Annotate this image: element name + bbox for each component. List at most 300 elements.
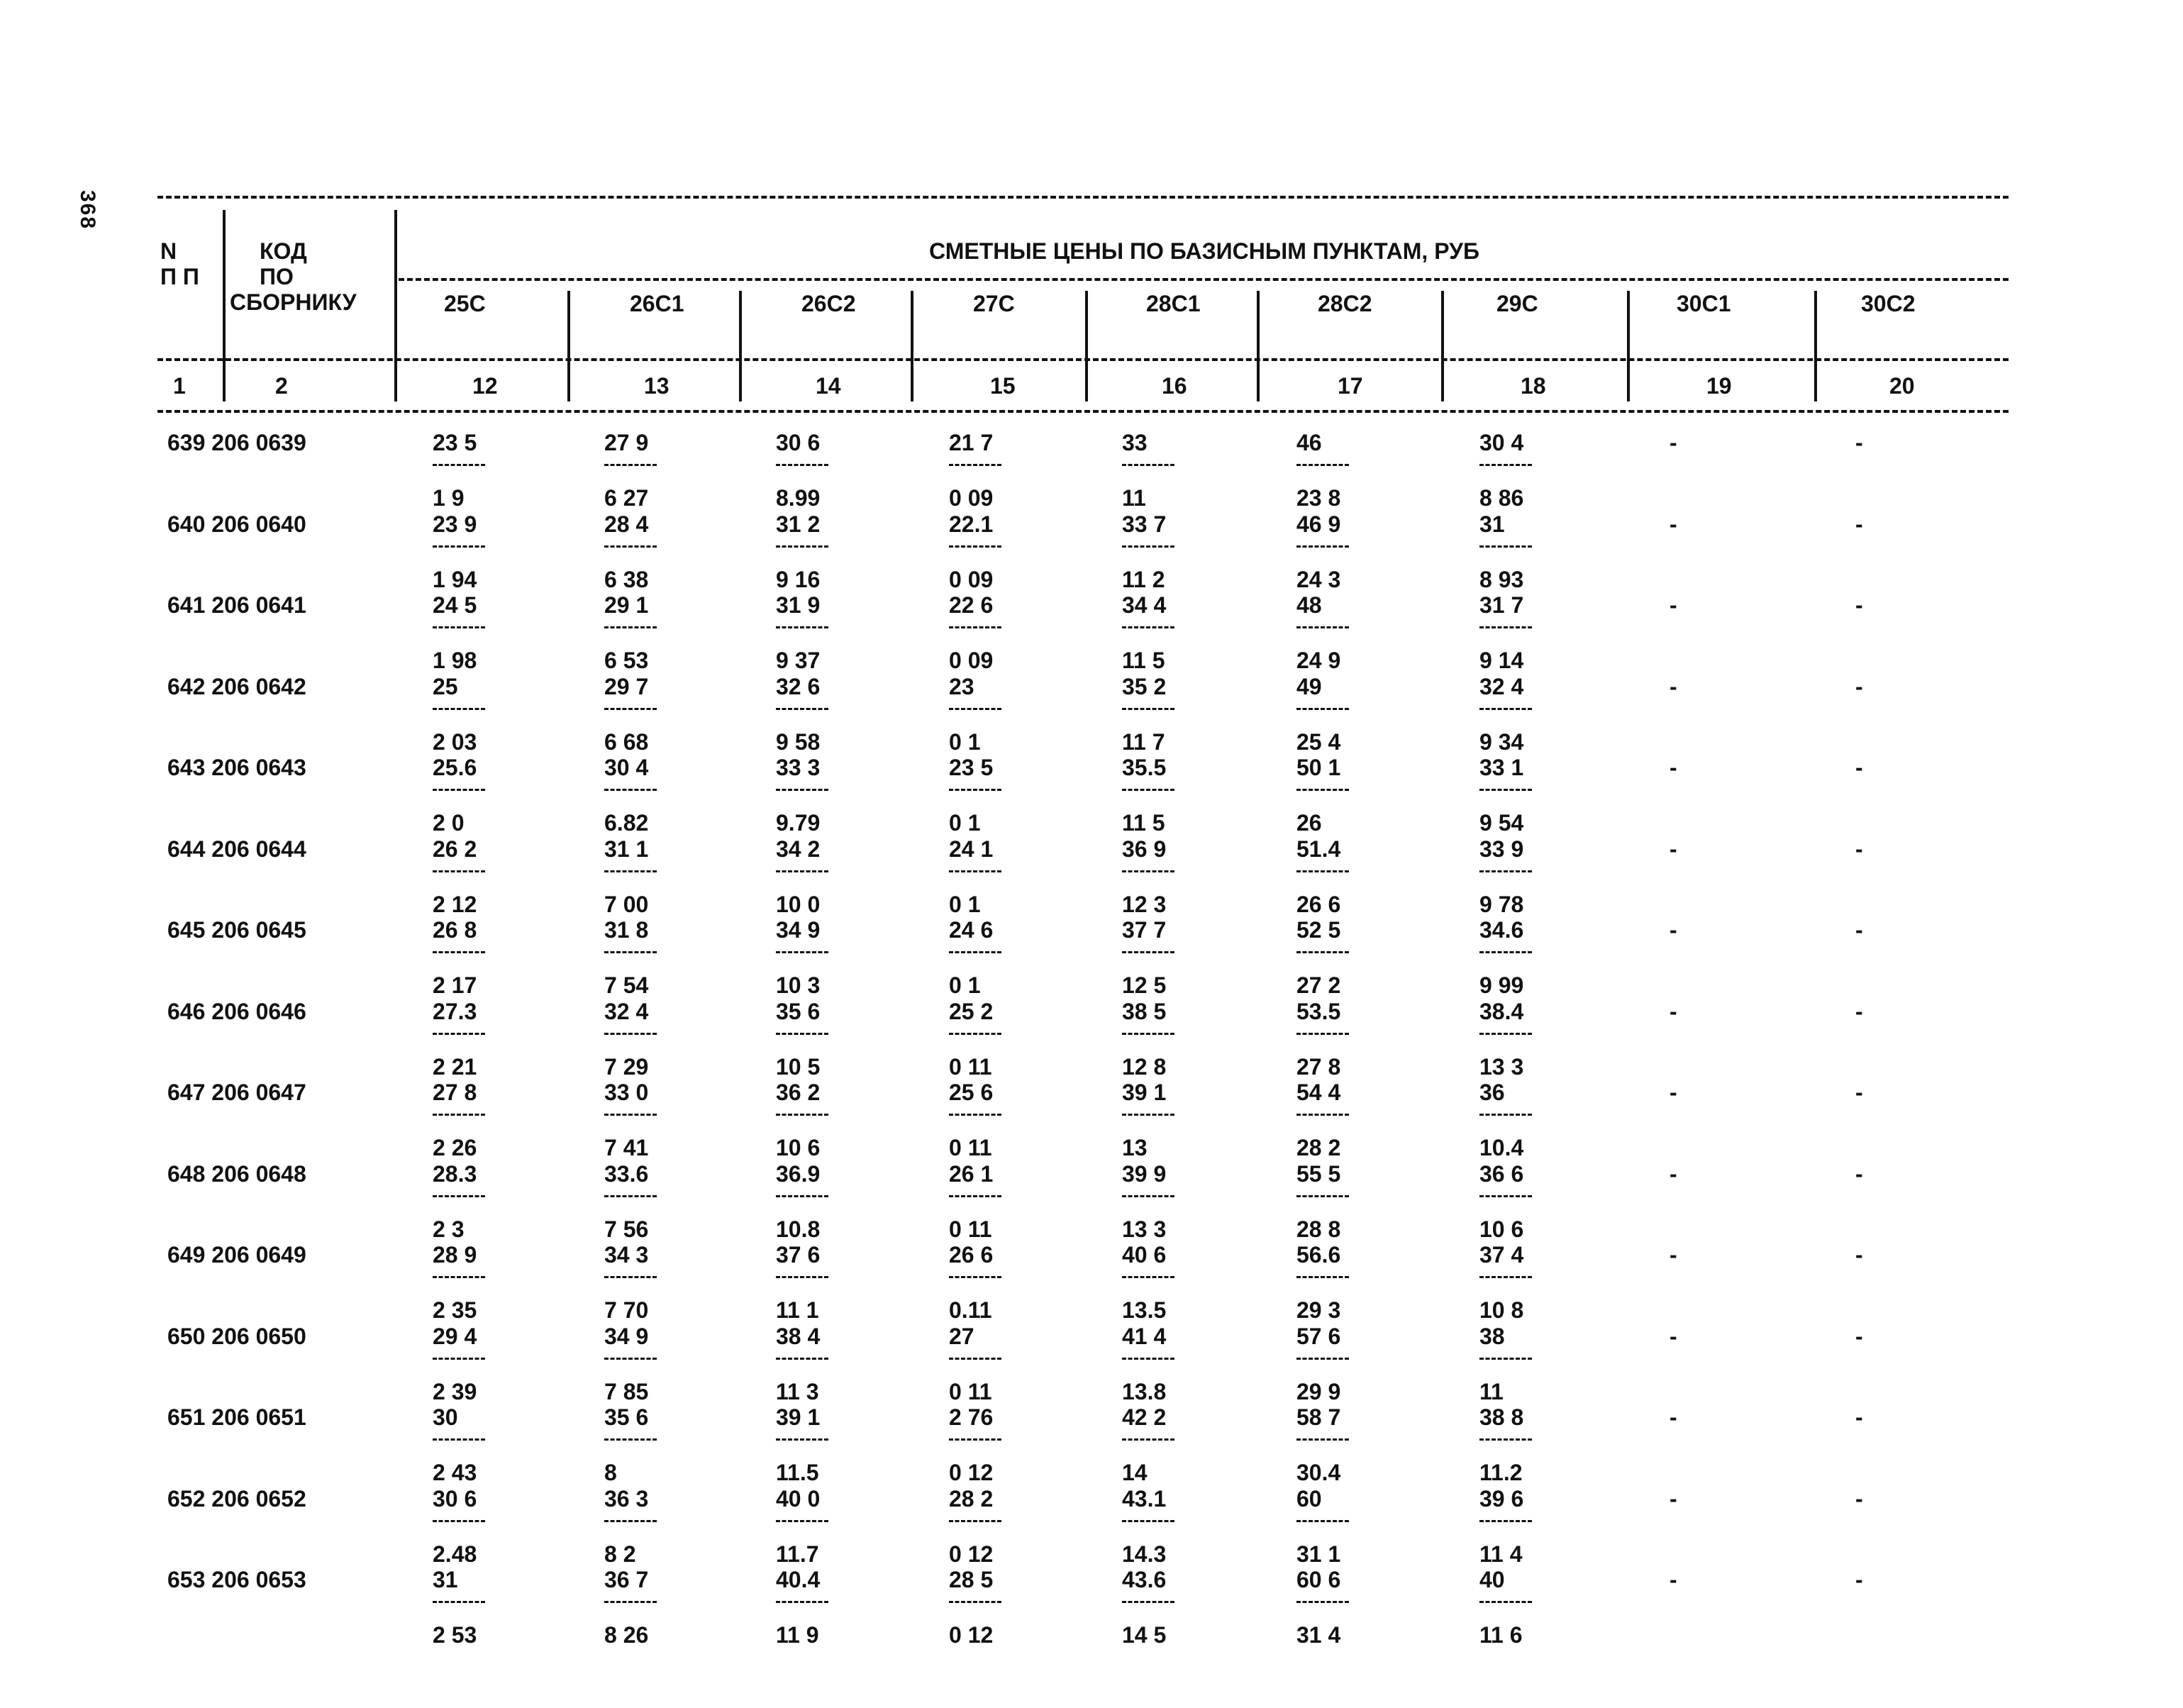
price-transport: 29 9: [1296, 1379, 1341, 1404]
price-transport: 1 94: [433, 567, 477, 592]
price-main: 26 8: [433, 917, 477, 943]
fraction-rule: [949, 1033, 1001, 1035]
price-main: 43.1: [1122, 1486, 1167, 1512]
row-code: 639 206 0639: [167, 430, 306, 455]
price-main: 51.4: [1296, 836, 1341, 862]
fraction-rule: [1122, 708, 1174, 710]
price-transport: 9.79: [776, 810, 821, 836]
header-pp: П П: [160, 264, 199, 289]
fraction-rule: [604, 1358, 657, 1360]
fraction-rule: [604, 789, 657, 791]
header-divider: [911, 291, 913, 401]
header-num: 2: [275, 373, 288, 399]
price-transport: 11.7: [776, 1541, 819, 1567]
empty-dash-20: -: [1855, 1324, 1863, 1349]
price-transport: 11: [1479, 1379, 1504, 1404]
fraction-rule: [949, 870, 1001, 872]
price-main: 25 6: [949, 1080, 994, 1105]
price-main: 36 9: [1122, 836, 1167, 862]
price-main: 52 5: [1296, 917, 1341, 943]
fraction-rule: [433, 789, 485, 791]
price-transport: 7 56: [604, 1216, 649, 1242]
fraction-rule: [949, 626, 1001, 628]
empty-dash-19: -: [1670, 674, 1677, 699]
fraction-rule: [1479, 1358, 1532, 1360]
price-main: 33.6: [604, 1161, 649, 1187]
price-main: 35.5: [1122, 755, 1167, 780]
price-transport: 11 3: [776, 1379, 819, 1404]
header-n: N: [160, 238, 177, 264]
price-transport: 25 4: [1296, 729, 1341, 755]
fraction-rule: [1296, 708, 1349, 710]
price-main: 32 6: [776, 674, 821, 699]
fraction-rule: [604, 464, 657, 466]
empty-dash-20: -: [1855, 1080, 1863, 1105]
price-transport: 8 86: [1479, 485, 1524, 511]
price-main: 29 7: [604, 674, 649, 699]
header-divider: [1627, 291, 1630, 401]
price-main: 31: [1479, 511, 1505, 537]
header-num: 17: [1338, 373, 1363, 399]
fraction-rule: [1479, 1276, 1532, 1278]
price-transport: 2 21: [433, 1054, 477, 1080]
price-main: 39 1: [1122, 1080, 1167, 1105]
price-transport: 9 16: [776, 567, 821, 592]
price-main: 60 6: [1296, 1567, 1341, 1592]
price-transport: 9 37: [776, 648, 821, 673]
fraction-rule: [776, 1520, 828, 1522]
price-transport: 11 9: [776, 1622, 819, 1648]
header-col-26c1: 26С1: [630, 291, 684, 316]
fraction-rule: [1122, 870, 1174, 872]
row-code: 642 206 0642: [167, 674, 306, 699]
price-main: 31 9: [776, 592, 821, 618]
price-transport: 24 9: [1296, 648, 1341, 673]
price-main: 39 1: [776, 1404, 821, 1430]
price-main: 38 8: [1479, 1404, 1524, 1430]
price-main: 35 6: [776, 999, 821, 1024]
price-transport: 0 09: [949, 648, 994, 673]
price-transport: 8 2: [604, 1541, 636, 1567]
price-transport: 0 09: [949, 485, 994, 511]
header-group-rule: [399, 278, 2009, 281]
fraction-rule: [604, 1033, 657, 1035]
price-main: 27 8: [433, 1080, 477, 1105]
price-transport: 2 0: [433, 810, 465, 836]
price-transport: 11 1: [776, 1297, 819, 1323]
fraction-rule: [1122, 789, 1174, 791]
price-main: 46: [1296, 430, 1322, 455]
header-num: 20: [1889, 373, 1915, 399]
fraction-rule: [1122, 1358, 1174, 1360]
price-main: 24 1: [949, 836, 994, 862]
price-transport: 8.99: [776, 485, 821, 511]
fraction-rule: [433, 1601, 485, 1603]
fraction-rule: [776, 951, 828, 953]
price-main: 29 4: [433, 1324, 477, 1349]
price-main: 49: [1296, 674, 1322, 699]
price-transport: 0 12: [949, 1460, 994, 1485]
price-main: 28 2: [949, 1486, 994, 1512]
row-code: 649 206 0649: [167, 1242, 306, 1268]
price-main: 23 9: [433, 511, 477, 537]
header-col-29c: 29С: [1496, 291, 1538, 316]
fraction-rule: [433, 1195, 485, 1197]
price-transport: 12 3: [1122, 892, 1167, 917]
row-code: 646 206 0646: [167, 999, 306, 1024]
price-main: 28.3: [433, 1161, 477, 1187]
fraction-rule: [776, 464, 828, 466]
row-code: 648 206 0648: [167, 1161, 306, 1187]
fraction-rule: [433, 1358, 485, 1360]
empty-dash-19: -: [1670, 836, 1677, 862]
row-code: 640 206 0640: [167, 511, 306, 537]
price-main: 24 6: [949, 917, 994, 943]
empty-dash-20: -: [1855, 836, 1863, 862]
price-main: 42 2: [1122, 1404, 1167, 1430]
price-main: 50 1: [1296, 755, 1341, 780]
price-transport: 8: [604, 1460, 617, 1485]
fraction-rule: [433, 1033, 485, 1035]
fraction-rule: [1122, 1601, 1174, 1603]
price-main: 23: [949, 674, 974, 699]
price-main: 22.1: [949, 511, 994, 537]
fraction-rule: [776, 1195, 828, 1197]
price-main: 27.3: [433, 999, 477, 1024]
price-transport: 10.4: [1479, 1135, 1524, 1160]
price-transport: 6 68: [604, 729, 649, 755]
price-transport: 0 11: [949, 1054, 992, 1080]
price-main: 24 5: [433, 592, 477, 618]
price-main: 36 7: [604, 1567, 649, 1592]
empty-dash-19: -: [1670, 1404, 1677, 1430]
price-transport: 13: [1122, 1135, 1148, 1160]
price-main: 30: [433, 1404, 458, 1430]
fraction-rule: [1479, 1033, 1532, 1035]
price-main: 39 6: [1479, 1486, 1524, 1512]
price-main: 25: [433, 674, 458, 699]
fraction-rule: [1122, 1438, 1174, 1441]
empty-dash-19: -: [1670, 917, 1677, 943]
fraction-rule: [1296, 464, 1349, 466]
price-transport: 10 6: [776, 1135, 821, 1160]
header-num: 13: [644, 373, 670, 399]
row-code: 651 206 0651: [167, 1404, 306, 1430]
price-main: 38: [1479, 1324, 1505, 1349]
header-num: 16: [1162, 373, 1187, 399]
fraction-rule: [1296, 951, 1349, 953]
empty-dash-20: -: [1855, 917, 1863, 943]
fraction-rule: [604, 951, 657, 953]
empty-dash-20: -: [1855, 674, 1863, 699]
header-divider: [1257, 291, 1260, 401]
price-main: 48: [1296, 592, 1322, 618]
fraction-rule: [604, 545, 657, 548]
price-main: 40 0: [776, 1486, 821, 1512]
empty-dash-20: -: [1855, 430, 1863, 455]
price-transport: 8 93: [1479, 567, 1524, 592]
empty-dash-19: -: [1670, 592, 1677, 618]
header-num: 1: [173, 373, 186, 399]
fraction-rule: [604, 1195, 657, 1197]
header-mid-rule: [157, 358, 2009, 361]
price-transport: 12 5: [1122, 972, 1167, 998]
empty-dash-20: -: [1855, 592, 1863, 618]
fraction-rule: [1296, 1520, 1349, 1522]
fraction-rule: [1122, 626, 1174, 628]
price-main: 29 1: [604, 592, 649, 618]
price-main: 36 3: [604, 1486, 649, 1512]
fraction-rule: [604, 626, 657, 628]
header-top-rule: [157, 196, 2009, 199]
price-transport: 14 5: [1122, 1622, 1167, 1648]
header-divider: [1085, 291, 1088, 401]
price-transport: 11.2: [1479, 1460, 1523, 1485]
fraction-rule: [776, 1601, 828, 1603]
price-transport: 2 39: [433, 1379, 477, 1404]
header-num: 14: [816, 373, 841, 399]
price-transport: 2 3: [433, 1216, 465, 1242]
fraction-rule: [1479, 951, 1532, 953]
price-transport: 27 2: [1296, 972, 1341, 998]
price-transport: 11: [1122, 485, 1146, 511]
row-code: 653 206 0653: [167, 1567, 306, 1592]
fraction-rule: [949, 708, 1001, 710]
price-transport: 11 4: [1479, 1541, 1523, 1567]
price-main: 28 4: [604, 511, 649, 537]
price-main: 32 4: [1479, 674, 1524, 699]
fraction-rule: [776, 545, 828, 548]
header-code: КОД: [260, 238, 307, 264]
price-transport: 24 3: [1296, 567, 1341, 592]
fraction-rule: [776, 1438, 828, 1441]
price-main: 36 2: [776, 1080, 821, 1105]
header-col-26c2: 26С2: [801, 291, 856, 316]
price-transport: 0 1: [949, 892, 981, 917]
price-main: 2 76: [949, 1404, 994, 1430]
price-transport: 13 3: [1122, 1216, 1167, 1242]
price-main: 34.6: [1479, 917, 1524, 943]
price-transport: 6 27: [604, 485, 649, 511]
price-main: 43.6: [1122, 1567, 1167, 1592]
price-transport: 30.4: [1296, 1460, 1341, 1485]
fraction-rule: [1296, 1601, 1349, 1603]
fraction-rule: [433, 1520, 485, 1522]
fraction-rule: [1122, 1520, 1174, 1522]
price-main: 37 4: [1479, 1242, 1524, 1268]
header-col-25c: 25С: [444, 291, 486, 316]
price-transport: 7 00: [604, 892, 649, 917]
fraction-rule: [1122, 464, 1174, 466]
header-col-28c1: 28С1: [1146, 291, 1201, 316]
fraction-rule: [1296, 1195, 1349, 1197]
empty-dash-20: -: [1855, 511, 1863, 537]
price-main: 31 8: [604, 917, 649, 943]
row-code: 647 206 0647: [167, 1080, 306, 1105]
fraction-rule: [433, 1438, 485, 1441]
page-number: 368: [76, 190, 99, 231]
price-transport: 2 43: [433, 1460, 477, 1485]
price-main: 33 3: [776, 755, 821, 780]
fraction-rule: [776, 708, 828, 710]
price-transport: 9 99: [1479, 972, 1524, 998]
fraction-rule: [1479, 708, 1532, 710]
price-main: 21 7: [949, 430, 994, 455]
fraction-rule: [1479, 1601, 1532, 1603]
price-transport: 9 14: [1479, 648, 1524, 673]
price-transport: 10.8: [776, 1216, 821, 1242]
price-main: 34 3: [604, 1242, 649, 1268]
fraction-rule: [949, 1520, 1001, 1522]
price-transport: 9 34: [1479, 729, 1524, 755]
price-main: 30 4: [604, 755, 649, 780]
fraction-rule: [604, 1601, 657, 1603]
empty-dash-20: -: [1855, 1567, 1863, 1592]
fraction-rule: [604, 1276, 657, 1278]
price-main: 30 6: [433, 1486, 477, 1512]
price-main: 28 9: [433, 1242, 477, 1268]
price-main: 33 0: [604, 1080, 649, 1105]
fraction-rule: [1296, 1358, 1349, 1360]
fraction-rule: [433, 708, 485, 710]
price-transport: 8 26: [604, 1622, 649, 1648]
fraction-rule: [949, 1438, 1001, 1441]
fraction-rule: [949, 1276, 1001, 1278]
fraction-rule: [776, 1276, 828, 1278]
price-transport: 14: [1122, 1460, 1148, 1485]
price-transport: 2 35: [433, 1297, 477, 1323]
price-transport: 13 3: [1479, 1054, 1524, 1080]
empty-dash-19: -: [1670, 1567, 1677, 1592]
fraction-rule: [1296, 1033, 1349, 1035]
price-transport: 11 7: [1122, 729, 1165, 755]
price-main: 23 5: [949, 755, 994, 780]
empty-dash-19: -: [1670, 1080, 1677, 1105]
price-main: 54 4: [1296, 1080, 1341, 1105]
fraction-rule: [949, 545, 1001, 548]
price-main: 31 2: [776, 511, 821, 537]
fraction-rule: [949, 789, 1001, 791]
price-main: 37 7: [1122, 917, 1167, 943]
header-num: 15: [990, 373, 1016, 399]
price-transport: 27 8: [1296, 1054, 1341, 1080]
fraction-rule: [604, 708, 657, 710]
price-main: 33 7: [1122, 511, 1167, 537]
header-col-30c1: 30С1: [1677, 291, 1731, 316]
fraction-rule: [949, 1195, 1001, 1197]
price-transport: 0 1: [949, 810, 981, 836]
price-main: 33: [1122, 430, 1148, 455]
price-transport: 6 53: [604, 648, 649, 673]
price-transport: 6.82: [604, 810, 649, 836]
price-transport: 2.48: [433, 1541, 477, 1567]
price-main: 55 5: [1296, 1161, 1341, 1187]
price-main: 34 2: [776, 836, 821, 862]
empty-dash-20: -: [1855, 1486, 1863, 1512]
price-transport: 0 12: [949, 1541, 994, 1567]
fraction-rule: [949, 951, 1001, 953]
price-transport: 11 2: [1122, 567, 1165, 592]
fraction-rule: [433, 870, 485, 872]
fraction-rule: [604, 1438, 657, 1441]
price-transport: 9 78: [1479, 892, 1524, 917]
fraction-rule: [776, 789, 828, 791]
fraction-rule: [433, 464, 485, 466]
price-main: 35 6: [604, 1404, 649, 1430]
header-col-30c2: 30С2: [1861, 291, 1916, 316]
fraction-rule: [949, 464, 1001, 466]
price-transport: 10 6: [1479, 1216, 1524, 1242]
price-transport: 11 5: [1122, 810, 1165, 836]
header-num: 19: [1706, 373, 1732, 399]
price-transport: 9 54: [1479, 810, 1524, 836]
empty-dash-19: -: [1670, 1486, 1677, 1512]
header-divider: [223, 210, 226, 401]
header-col-27c: 27С: [973, 291, 1015, 316]
price-main: 38 5: [1122, 999, 1167, 1024]
price-main: 31: [433, 1567, 458, 1592]
price-transport: 7 70: [604, 1297, 649, 1323]
price-transport: 7 41: [604, 1135, 649, 1160]
price-transport: 0.11: [949, 1297, 992, 1323]
price-transport: 29 3: [1296, 1297, 1341, 1323]
price-transport: 2 12: [433, 892, 477, 917]
empty-dash-20: -: [1855, 1404, 1863, 1430]
empty-dash-20: -: [1855, 1242, 1863, 1268]
fraction-rule: [776, 626, 828, 628]
price-transport: 26 6: [1296, 892, 1341, 917]
empty-dash-20: -: [1855, 1161, 1863, 1187]
price-main: 31 7: [1479, 592, 1524, 618]
fraction-rule: [1479, 626, 1532, 628]
fraction-rule: [1296, 626, 1349, 628]
price-main: 33 9: [1479, 836, 1524, 862]
price-main: 34 9: [776, 917, 821, 943]
fraction-rule: [1296, 1114, 1349, 1116]
price-transport: 2 17: [433, 972, 477, 998]
price-transport: 31 4: [1296, 1622, 1341, 1648]
empty-dash-19: -: [1670, 1242, 1677, 1268]
row-code: 650 206 0650: [167, 1324, 306, 1349]
price-main: 26 1: [949, 1161, 994, 1187]
price-main: 27: [949, 1324, 974, 1349]
price-transport: 26: [1296, 810, 1322, 836]
fraction-rule: [433, 1114, 485, 1116]
fraction-rule: [776, 1114, 828, 1116]
price-main: 27 9: [604, 430, 649, 455]
price-transport: 2 26: [433, 1135, 477, 1160]
fraction-rule: [776, 1358, 828, 1360]
price-main: 25 2: [949, 999, 994, 1024]
price-transport: 13.8: [1122, 1379, 1167, 1404]
price-main: 41 4: [1122, 1324, 1167, 1349]
price-main: 28 5: [949, 1567, 994, 1592]
row-code: 652 206 0652: [167, 1486, 306, 1512]
header-num: 18: [1521, 373, 1546, 399]
price-transport: 14.3: [1122, 1541, 1167, 1567]
price-transport: 13.5: [1122, 1297, 1167, 1323]
fraction-rule: [433, 1276, 485, 1278]
price-main: 23 5: [433, 430, 477, 455]
header-group-title: СМЕТНЫЕ ЦЕНЫ ПО БАЗИСНЫМ ПУНКТАМ, РУБ: [929, 238, 1480, 264]
fraction-rule: [1122, 951, 1174, 953]
header-num: 12: [472, 373, 498, 399]
header-col-28c2: 28С2: [1318, 291, 1372, 316]
price-main: 37 6: [776, 1242, 821, 1268]
fraction-rule: [433, 545, 485, 548]
price-main: 26 6: [949, 1242, 994, 1268]
empty-dash-19: -: [1670, 1324, 1677, 1349]
